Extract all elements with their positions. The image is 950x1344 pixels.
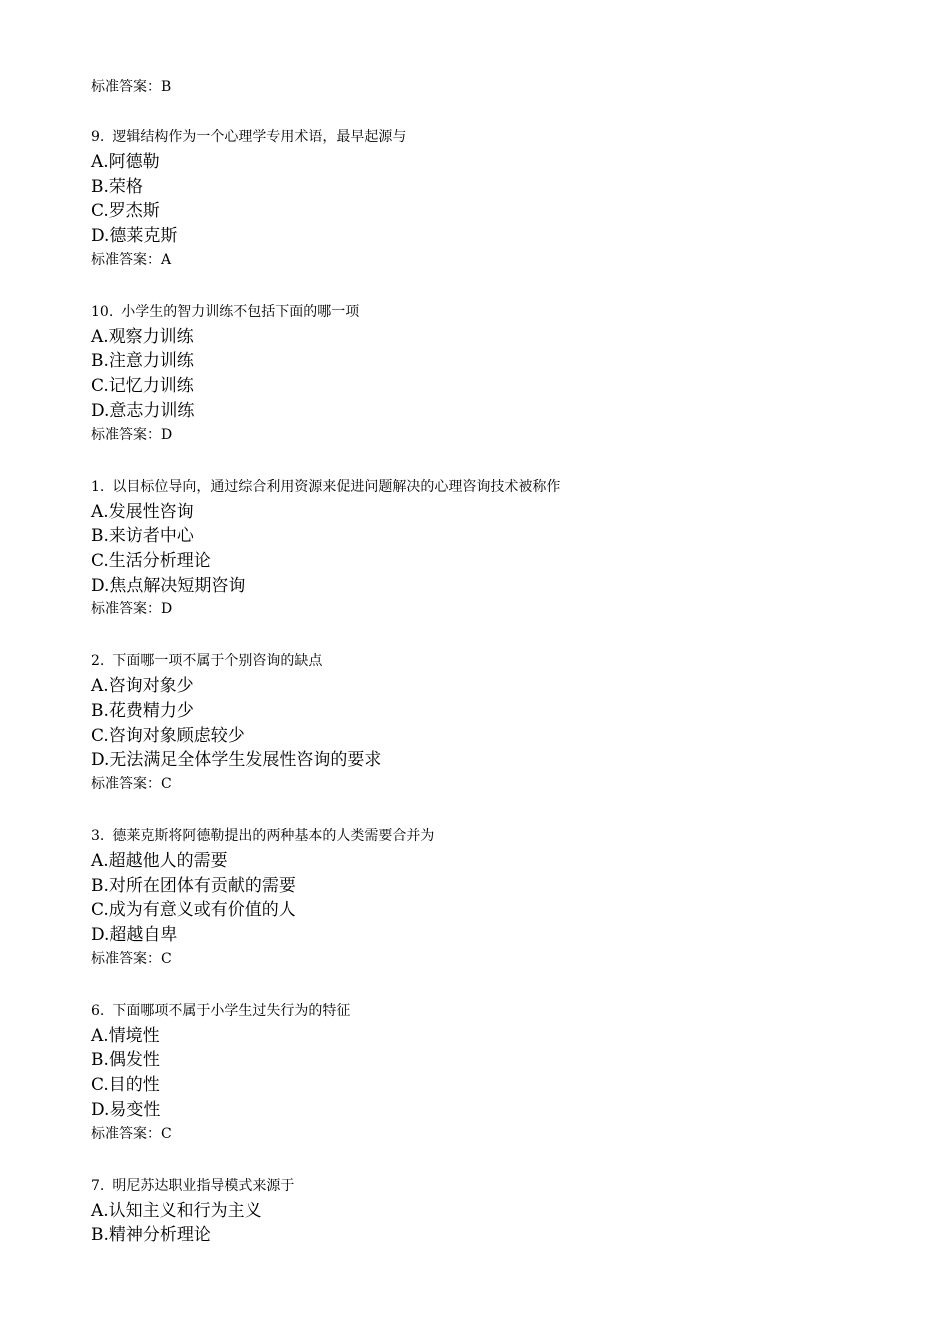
answer-text: 标准答案：C <box>91 1125 172 1142</box>
question-text: 明尼苏达职业指导模式来源于 <box>112 1177 295 1194</box>
question-text: 下面哪项不属于小学生过失行为的特征 <box>112 1002 351 1019</box>
question-title <box>91 301 891 325</box>
answer-text: 标准答案：B <box>91 79 172 95</box>
question-block <box>91 476 891 623</box>
answer-option: B.注意力训练 <box>91 351 194 372</box>
answer-option: D.无法满足全体学生发展性咨询的要求 <box>91 750 382 771</box>
question-title <box>91 650 891 674</box>
question-block <box>91 650 891 797</box>
answer-option: C.成为有意义或有价值的人 <box>91 900 296 921</box>
answer-option: C.生活分析理论 <box>91 550 211 571</box>
answer-option: C.记忆力训练 <box>91 376 194 397</box>
question-title <box>91 825 891 849</box>
answer-text: 标准答案：C <box>91 776 172 792</box>
answer-option: C.目的性 <box>91 1075 160 1096</box>
question-text: 小学生的智力训练不包括下面的哪一项 <box>121 303 360 320</box>
answer-option: B.花费精力少 <box>91 700 194 721</box>
answer-option: A.发展性咨询 <box>91 501 194 522</box>
question-text: 下面哪一项不属于个别咨询的缺点 <box>112 653 323 670</box>
question-title <box>91 1000 891 1024</box>
answer-option: D.超越自卑 <box>91 925 178 946</box>
question-title <box>91 126 891 150</box>
answer-option: B.荣格 <box>91 176 143 197</box>
question-list <box>91 126 891 1248</box>
answer-option: D.意志力训练 <box>91 400 195 421</box>
question-number: 1. <box>91 478 105 495</box>
question-number: 7. <box>91 1177 105 1194</box>
answer-text: 标准答案：D <box>91 601 173 618</box>
answer-option: B.对所在团体有贡献的需要 <box>91 875 296 896</box>
question-block <box>91 301 891 448</box>
answer-option: A.观察力训练 <box>91 326 194 347</box>
question-block <box>91 825 891 972</box>
answer-option: D.焦点解决短期咨询 <box>91 575 246 596</box>
answer-option: A.情境性 <box>91 1025 160 1046</box>
answer-option: C.咨询对象顾虑较少 <box>91 725 245 746</box>
question-block <box>91 1000 891 1147</box>
answer-text: 标准答案：C <box>91 950 172 967</box>
answer-option: B.精神分析理论 <box>91 1225 211 1246</box>
question-text: 逻辑结构作为一个心理学专用术语，最早起源与 <box>112 129 407 145</box>
question-title <box>91 1175 891 1199</box>
question-number: 3. <box>91 828 105 844</box>
question-number: 2. <box>91 653 105 670</box>
question-block <box>91 126 891 273</box>
question-number: 6. <box>91 1002 105 1019</box>
question-block <box>91 1175 891 1248</box>
question-title <box>91 476 891 500</box>
answer-option: D.易变性 <box>91 1099 161 1120</box>
answer-text: 标准答案：D <box>91 426 173 443</box>
answer-option: A.认知主义和行为主义 <box>91 1200 262 1221</box>
question-text: 以目标位导向，通过综合利用资源来促进问题解决的心理咨询技术被称作 <box>112 478 561 495</box>
document-page <box>91 76 891 1248</box>
answer-option: A.超越他人的需要 <box>91 851 228 871</box>
answer-text: 标准答案：A <box>91 251 172 268</box>
answer-option: C.罗杰斯 <box>91 201 160 222</box>
question-number: 9. <box>91 129 105 145</box>
question-text: 德莱克斯将阿德勒提出的两种基本的人类需要合并为 <box>112 828 435 844</box>
answer-option: B.偶发性 <box>91 1050 160 1071</box>
answer-option: A.阿德勒 <box>91 152 160 172</box>
answer-option: D.德莱克斯 <box>91 226 178 247</box>
answer-option: B.来访者中心 <box>91 526 194 547</box>
question-number: 10. <box>91 303 114 320</box>
answer-option: A.咨询对象少 <box>91 676 194 697</box>
